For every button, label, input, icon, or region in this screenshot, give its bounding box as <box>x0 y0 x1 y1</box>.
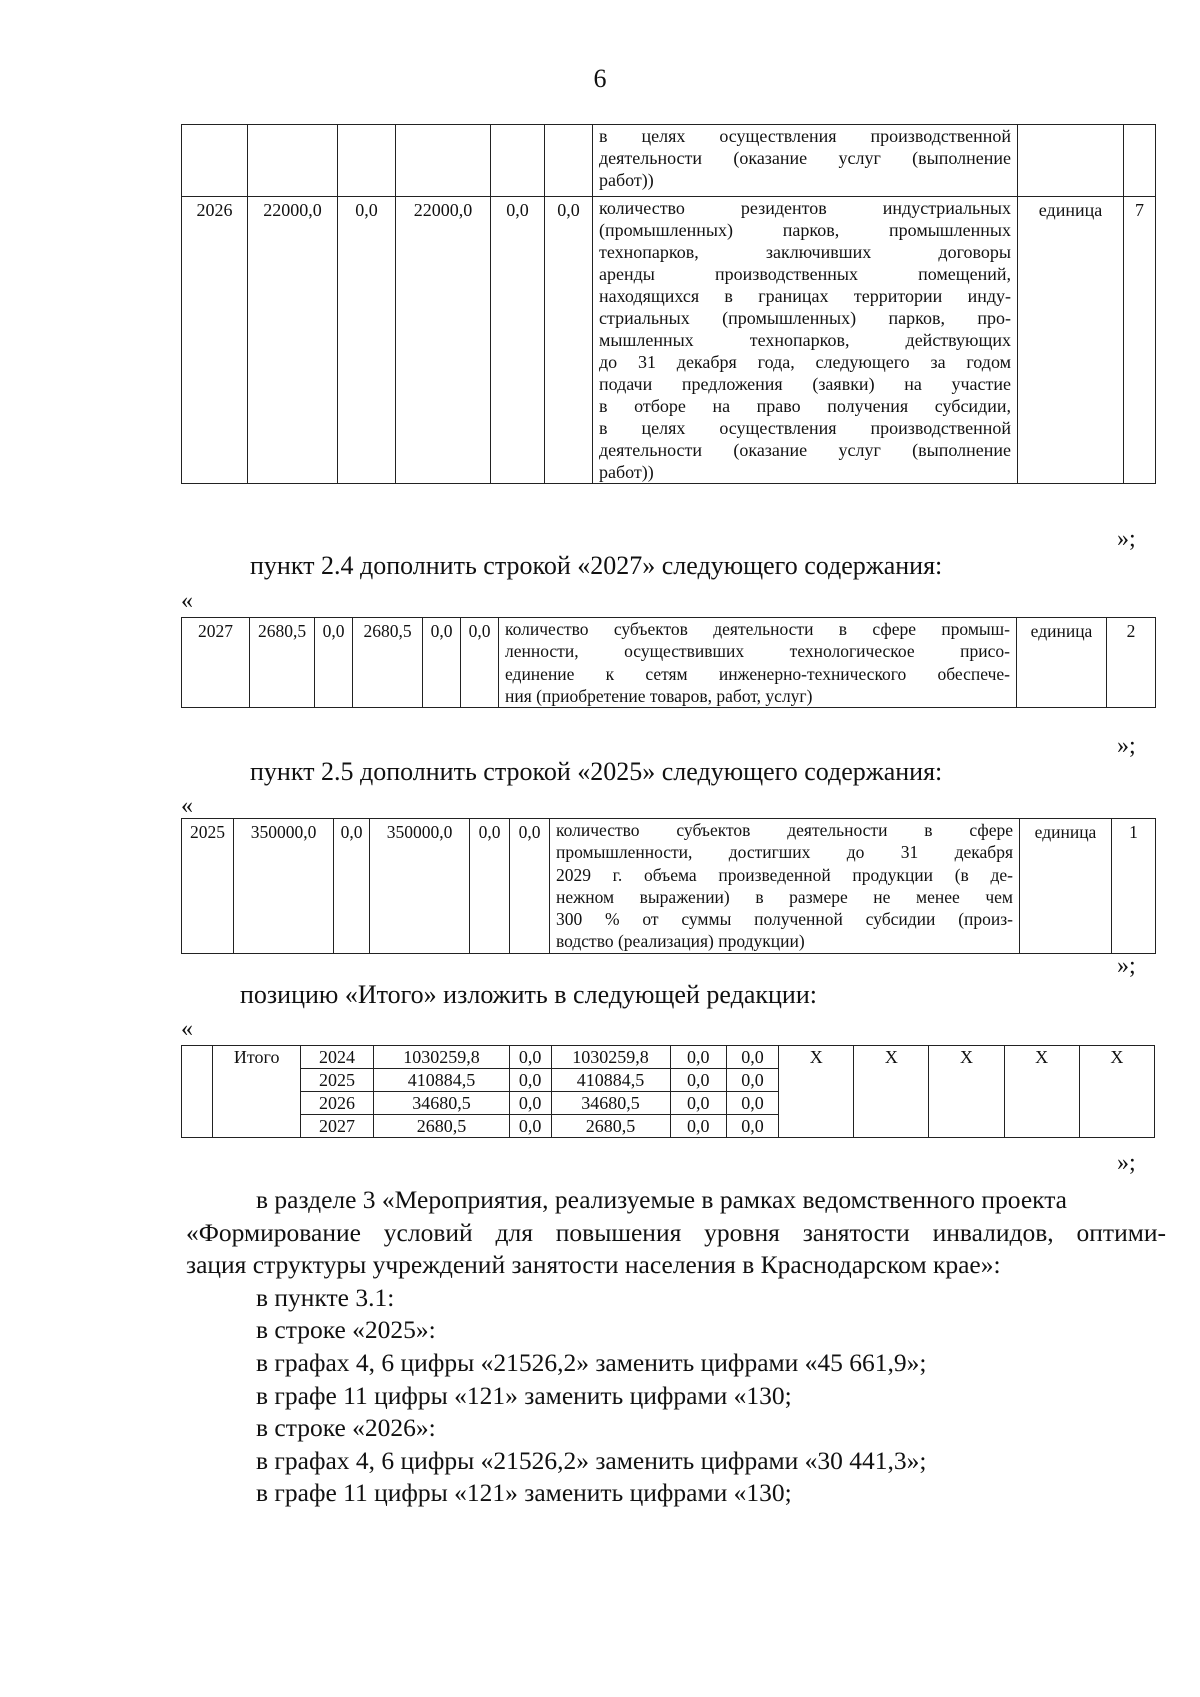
value-cell: 0,0 <box>315 618 353 708</box>
x-mark: X <box>929 1046 1004 1138</box>
heading-2-4: пункт 2.4 дополнить строкой «2027» следующего содержания: <box>250 551 943 580</box>
table-row-2026 <box>182 197 1156 484</box>
paragraph-line: в графах 4, 6 цифры «21526,2» заменить цифрами «30 441,3»; <box>256 1445 927 1475</box>
value-cell: 0,0 <box>509 1046 551 1069</box>
paragraph-line: в графе 11 цифры «121» заменить цифрами «130; <box>256 1478 792 1508</box>
value-cell: 0,0 <box>670 1092 726 1115</box>
unit-cell: единица <box>1018 197 1124 484</box>
value-cell: 0,0 <box>334 819 370 954</box>
value-cell: 0,0 <box>509 1069 551 1092</box>
value-cell: 0,0 <box>509 1115 551 1138</box>
table-row <box>182 1046 1155 1069</box>
text-line: количество субъектов деятельности в сфере промыш- <box>505 619 1010 639</box>
text-line: единение к сетям инженерно-технического обеспече- <box>505 663 1010 684</box>
year-cell: 2026 <box>182 197 248 484</box>
value-cell: 0,0 <box>726 1092 778 1115</box>
value-cell: 2680,5 <box>250 618 315 708</box>
x-mark: X <box>1004 1046 1079 1138</box>
value-cell: 0,0 <box>726 1115 778 1138</box>
value-cell: 410884,5 <box>551 1069 670 1092</box>
table-row-2027 <box>182 618 1156 708</box>
text-line: технопарков, заключивших договоры <box>599 242 1011 262</box>
text-line: в целях осуществления производственной <box>599 418 1011 438</box>
count-cell: 1 <box>1112 819 1156 954</box>
heading-2-5: пункт 2.5 дополнить строкой «2025» следующего содержания: <box>250 757 943 786</box>
table-row-2025 <box>182 819 1156 954</box>
value-cell: 410884,5 <box>374 1069 510 1092</box>
value-cell: 1030259,8 <box>374 1046 510 1069</box>
value-cell: 0,0 <box>670 1069 726 1092</box>
value-cell: 22000,0 <box>248 197 338 484</box>
text-line: ния (приобретение товаров, работ, услуг) <box>505 685 813 706</box>
table-2025 <box>181 818 1156 954</box>
x-mark: X <box>1079 1046 1154 1138</box>
text-line: водство (реализация) продукции) <box>556 931 805 952</box>
value-cell: 2680,5 <box>551 1115 670 1138</box>
paragraph-line: в строке «2025»: <box>256 1315 436 1345</box>
text-line: 300 % от суммы полученной субсидии (произ- <box>556 909 1013 930</box>
text-line: ленности, осуществивших технологическое присо- <box>505 641 1010 662</box>
paragraph-line: в строке «2026»: <box>256 1413 436 1443</box>
unit-cell: единица <box>1020 819 1112 954</box>
closing-quote: »; <box>1117 953 1136 979</box>
value-cell: 0,0 <box>670 1115 726 1138</box>
paragraph-line: в пункте 3.1: <box>256 1282 395 1312</box>
closing-quote: »; <box>1117 526 1136 552</box>
opening-quote: « <box>181 793 193 819</box>
value-cell: 22000,0 <box>396 197 491 484</box>
table-row-continuation <box>182 125 1156 197</box>
text-line: мышленных технопарков, действующих <box>599 330 1011 350</box>
heading-itogo: позицию «Итого» изложить в следующей редакции: <box>240 980 817 1009</box>
text-line: количество резидентов индустриальных <box>599 198 1011 218</box>
text-line: находящихся в границах территории инду- <box>599 286 1011 306</box>
year-cell: 2024 <box>301 1046 374 1069</box>
text-line: 2029 г. объема произведенной продукции (в де- <box>556 864 1013 885</box>
year-cell: 2026 <box>301 1092 374 1115</box>
opening-quote: « <box>181 1016 193 1042</box>
closing-quote: »; <box>1117 1150 1136 1176</box>
unit-cell: единица <box>1017 618 1107 708</box>
paragraph-line: в разделе 3 «Мероприятия, реализуемые в рамках ведомственного проекта <box>256 1185 1067 1214</box>
indicator-text <box>550 819 1020 954</box>
paragraph-line: в графе 11 цифры «121» заменить цифрами «130; <box>256 1380 792 1410</box>
text-line: деятельности (оказание услуг (выполнение <box>599 440 1011 460</box>
text-line: нежном выражении) в размере не менее чем <box>556 886 1013 907</box>
opening-quote: « <box>181 588 193 614</box>
value-cell: 0,0 <box>726 1069 778 1092</box>
value-cell: 0,0 <box>470 819 510 954</box>
value-cell: 2680,5 <box>353 618 423 708</box>
value-cell: 0,0 <box>509 1092 551 1115</box>
text-line: аренды производственных помещений, <box>599 264 1011 284</box>
table-continuation <box>181 124 1156 484</box>
text-line: деятельности (оказание услуг (выполнение <box>599 148 1011 168</box>
value-cell: 0,0 <box>423 618 461 708</box>
value-cell: 0,0 <box>461 618 499 708</box>
itogo-label: Итого <box>213 1046 301 1138</box>
text-line: количество субъектов деятельности в сфере <box>556 820 1013 840</box>
section-3-text <box>186 1184 1166 1510</box>
value-cell: 0,0 <box>338 197 396 484</box>
text-line: (промышленных) парков, промышленных <box>599 220 1011 240</box>
value-cell: 0,0 <box>510 819 550 954</box>
value-cell: 0,0 <box>670 1046 726 1069</box>
table-2027 <box>181 617 1156 708</box>
count-cell: 2 <box>1107 618 1156 708</box>
x-mark: X <box>779 1046 854 1138</box>
paragraph-line: зация структуры учреждений занятости населения в Краснодарском крае»: <box>186 1250 1001 1280</box>
value-cell: 0,0 <box>545 197 593 484</box>
indicator-text <box>593 197 1018 484</box>
text-line: промышленности, достигших до 31 декабря <box>556 842 1013 863</box>
x-mark: X <box>854 1046 929 1138</box>
table-itogo <box>181 1045 1155 1138</box>
paragraph-line: «Формирование условий для повышения уровня занятости инвалидов, оптими- <box>186 1217 1166 1247</box>
year-cell: 2025 <box>182 819 234 954</box>
page-number: 6 <box>593 64 607 93</box>
year-cell: 2027 <box>182 618 250 708</box>
text-line: в целях осуществления производственной <box>599 126 1011 146</box>
value-cell: 0,0 <box>491 197 545 484</box>
text-line: стриальных (промышленных) парков, про- <box>599 308 1011 328</box>
value-cell: 350000,0 <box>234 819 334 954</box>
value-cell: 0,0 <box>726 1046 778 1069</box>
text-line: работ)) <box>599 462 654 482</box>
text-line: в отборе на право получения субсидии, <box>599 396 1011 416</box>
year-cell: 2025 <box>301 1069 374 1092</box>
count-cell: 7 <box>1124 197 1156 484</box>
year-cell: 2027 <box>301 1115 374 1138</box>
closing-quote: »; <box>1117 733 1136 759</box>
text-line: до 31 декабря года, следующего за годом <box>599 352 1011 372</box>
paragraph-line: в графах 4, 6 цифры «21526,2» заменить цифрами «45 661,9»; <box>256 1347 927 1377</box>
continuation-text <box>593 125 1018 197</box>
value-cell: 350000,0 <box>370 819 470 954</box>
value-cell: 34680,5 <box>374 1092 510 1115</box>
value-cell: 2680,5 <box>374 1115 510 1138</box>
value-cell: 34680,5 <box>551 1092 670 1115</box>
text-line: работ)) <box>599 170 654 190</box>
indicator-text <box>499 618 1017 708</box>
text-line: подачи предложения (заявки) на участие <box>599 374 1011 394</box>
value-cell: 1030259,8 <box>551 1046 670 1069</box>
